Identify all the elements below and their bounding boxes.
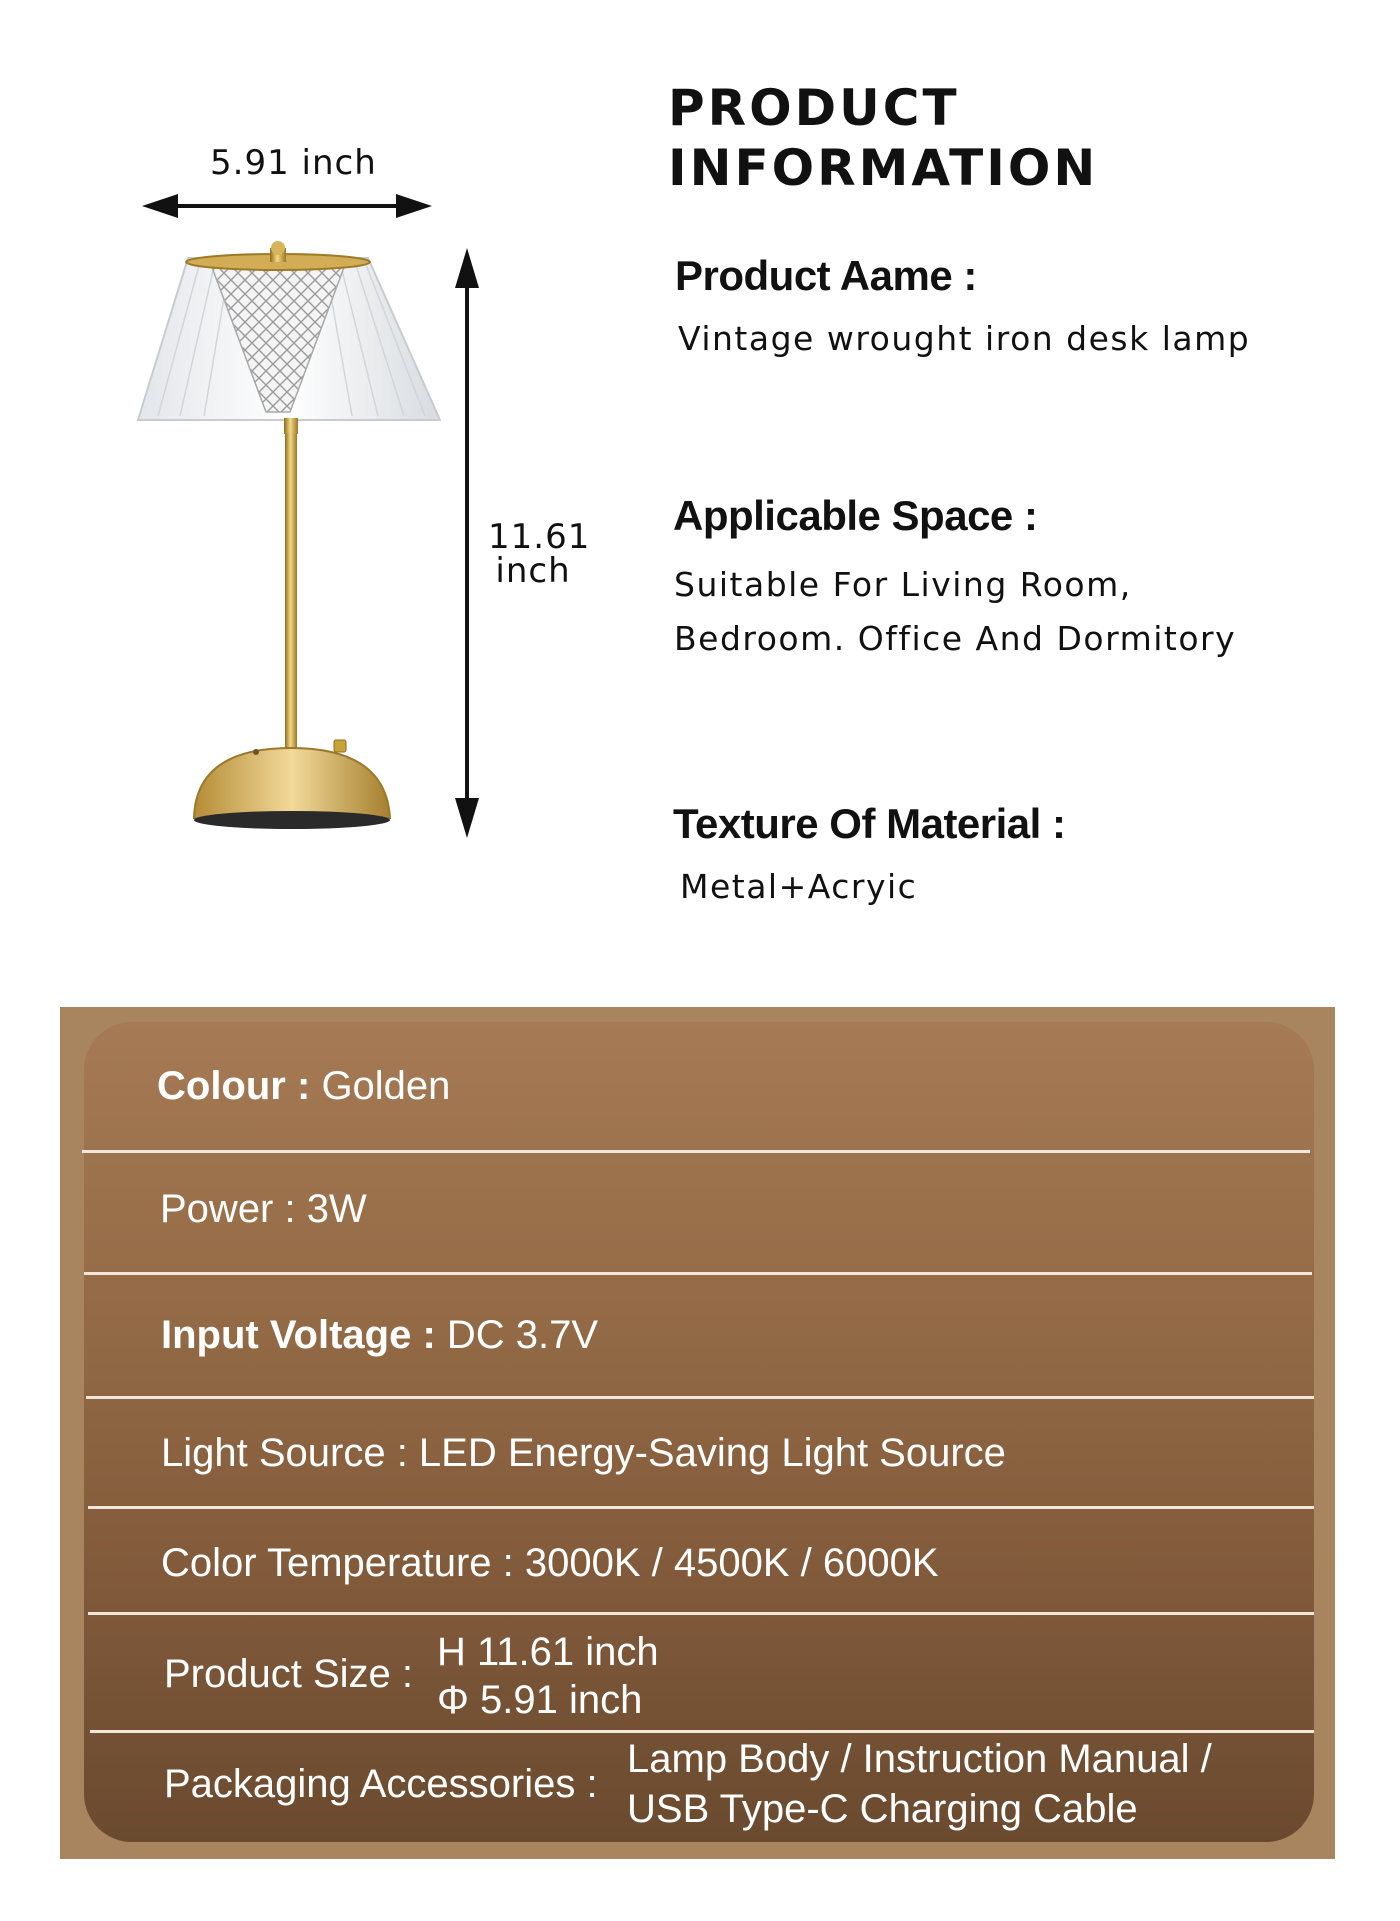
applicable-space-line-2: Bedroom. Office And Dormitory <box>674 619 1237 658</box>
product-size-value <box>437 1628 659 1724</box>
height-arrow-icon <box>455 248 479 838</box>
height-dimension-unit: inch <box>495 551 571 591</box>
product-information-title <box>668 78 1098 198</box>
voltage-value: DC 3.7V <box>446 1313 599 1357</box>
colour-label: Colour : <box>157 1064 311 1108</box>
applicable-space-value <box>674 558 1236 666</box>
colour-value: Golden <box>321 1064 451 1108</box>
product-name-value: Vintage wrought iron desk lamp <box>678 319 1251 358</box>
lamp-product-image <box>0 0 620 880</box>
spec-divider <box>90 1730 1314 1733</box>
spec-divider <box>86 1396 1314 1399</box>
voltage-label: Input Voltage : <box>161 1313 436 1357</box>
spec-row-light-source: Light Source : LED Energy-Saving Light Source <box>161 1431 1006 1475</box>
packaging-value <box>627 1734 1212 1834</box>
spec-divider <box>84 1272 1312 1275</box>
product-size-label: Product Size : <box>164 1652 414 1696</box>
width-arrow-icon <box>142 194 432 218</box>
product-size-height: H 11.61 inch <box>437 1630 659 1674</box>
applicable-space-line-1: Suitable For Living Room, <box>674 565 1132 604</box>
height-dimension-value: 11.61 <box>488 517 591 557</box>
width-dimension-label: 5.91 inch <box>210 143 377 183</box>
spec-divider <box>88 1506 1314 1509</box>
packaging-line-2: USB Type-C Charging Cable <box>627 1787 1138 1831</box>
spec-divider <box>88 1612 1314 1615</box>
spec-row-power: Power : 3W <box>160 1187 367 1231</box>
packaging-line-1: Lamp Body / Instruction Manual / <box>627 1737 1212 1781</box>
material-value: Metal+Acryic <box>680 867 918 906</box>
material-label: Texture Of Material : <box>673 800 1066 847</box>
title-line-1: PRODUCT <box>668 79 960 137</box>
packaging-label: Packaging Accessories : <box>164 1762 598 1806</box>
title-line-2: INFORMATION <box>668 139 1099 197</box>
product-size-diameter: Φ 5.91 inch <box>437 1678 643 1722</box>
spec-row-colour <box>157 1064 450 1109</box>
spec-row-color-temperature: Color Temperature : 3000K / 4500K / 6000K <box>161 1541 939 1585</box>
product-name-label: Product Aame : <box>675 252 977 299</box>
spec-row-voltage <box>161 1313 598 1358</box>
applicable-space-label: Applicable Space : <box>673 492 1038 539</box>
spec-divider <box>82 1150 1310 1153</box>
